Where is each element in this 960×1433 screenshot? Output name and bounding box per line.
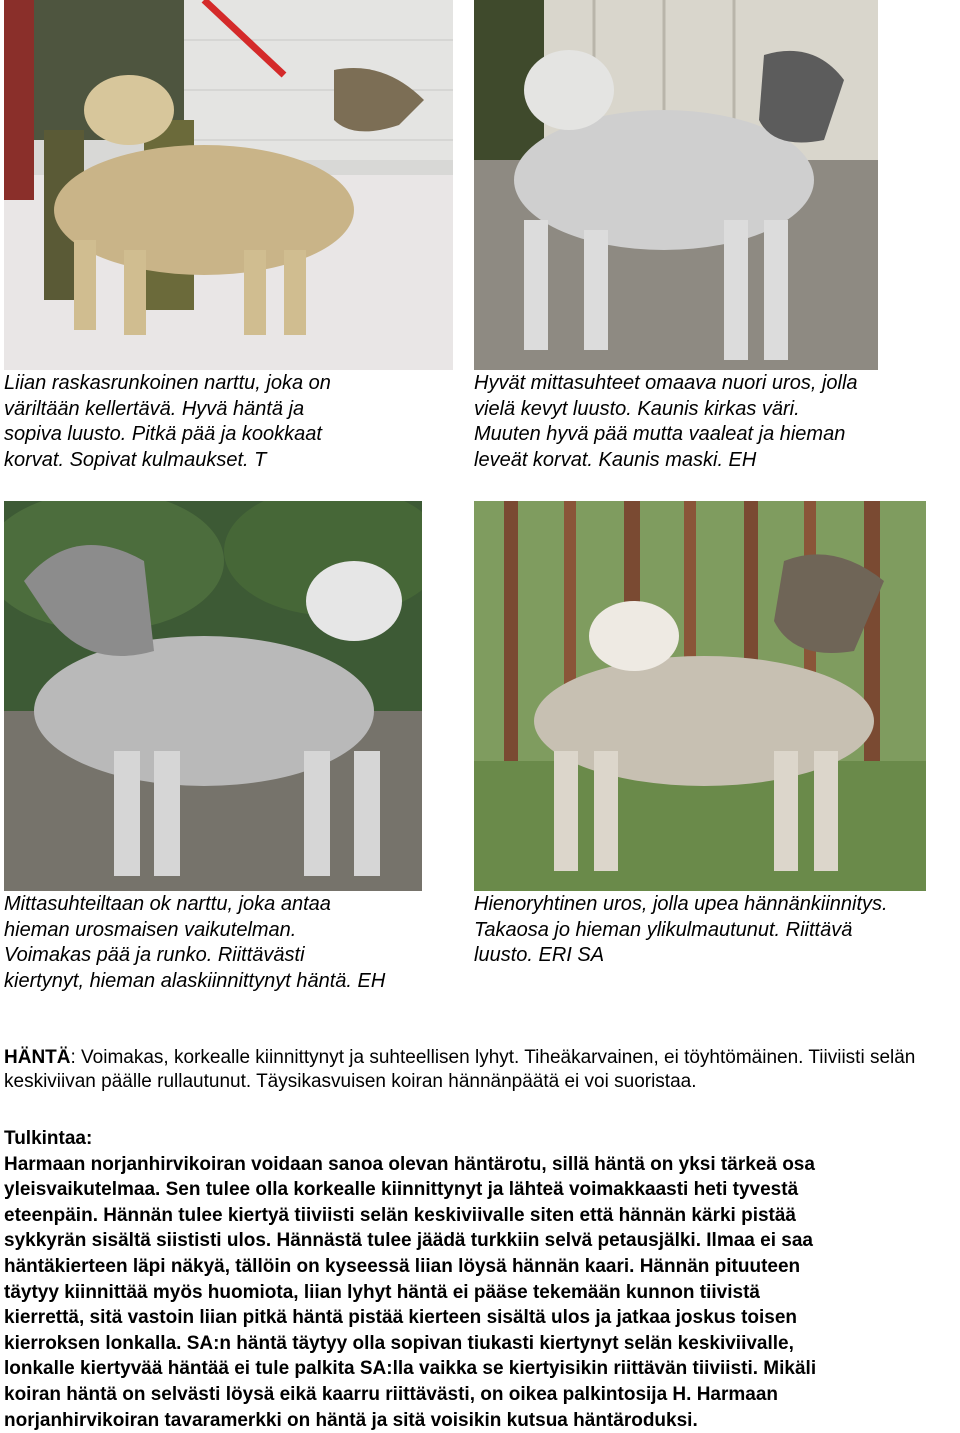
- interpretation-line: häntäkierteen läpi näkyä, tällöin on kyseessä liian löysä hännän kaari. Hännän pituuteen: [4, 1255, 801, 1277]
- interpretation-heading: Tulkintaa:: [4, 1128, 93, 1149]
- caption-dog-1: [4, 371, 444, 473]
- dog-photo-icon: [4, 501, 422, 891]
- interpretation-section: [4, 1126, 959, 1433]
- interpretation-line: kierrettä, sitä vastoin liian pitkä häntä pistää kierteen sisältä ulos ja jatkaa joskus toisen: [4, 1307, 798, 1329]
- interpretation-line: yleisvaikutelmaa. Sen tulee olla korkealle kiinnittynyt ja lähteä voimakkaasti heti tyvestä: [4, 1179, 799, 1201]
- caption-line: Takaosa jo hieman ylikulmautunut. Riittävä: [474, 918, 853, 941]
- caption-line: vielä kevyt luusto. Kaunis kirkas väri.: [474, 397, 800, 420]
- interpretation-line: Harmaan norjanhirvikoiran voidaan sanoa olevan häntärotu, sillä häntä on yksi tärkeä osa: [4, 1153, 815, 1175]
- caption-line: sopiva luusto. Pitkä pää ja kookkaat: [4, 423, 322, 445]
- caption-line: Hienoryhtinen uros, jolla upea hännänkiinnitys.: [474, 893, 888, 915]
- interpretation-line: eteenpäin. Hännän tulee kiertyä tiiviisti selän keskiviivalle siten että hännän kärki pistää: [4, 1204, 796, 1226]
- tail-standard-text: : Voimakas, korkealle kiinnittynyt ja suhteellisen lyhyt. Tiheäkarvainen, ei töyhtömäinen. Tiiviisti selän keskiviivan päälle rullautunut. Täysikasvuisen koiran hännänpäätä ei voi suoristaa.: [4, 1047, 916, 1092]
- caption-line: Mittasuhteiltaan ok narttu, joka antaa: [4, 893, 331, 915]
- caption-dog-3: [4, 892, 454, 994]
- interpretation-line: koiran häntä on selvästi löysä eikä kaarru riittävästi, on oikea palkintosija H. Harmaan: [4, 1383, 779, 1405]
- caption-line: kiertynyt, hieman alaskiinnittynyt häntä. EH: [4, 969, 386, 992]
- caption-line: väriltään kellertävä. Hyvä häntä ja: [4, 397, 305, 420]
- interpretation-line: norjanhirvikoiran tavaramerkki on häntä ja sitä voisikin kutsua häntäroduksi.: [4, 1409, 698, 1431]
- caption-line: luusto. ERI SA: [474, 944, 605, 966]
- caption-line: leveät korvat. Kaunis maski. EH: [474, 448, 757, 471]
- interpretation-line: täytyy kiinnittää myös huomiota, liian lyhyt häntä ei pääse tekemään kunnon tiivistä: [4, 1281, 760, 1303]
- interpretation-line: sykkyrän sisältä siististi ulos. Hännästä tulee jäädä turkkiin selvä petausjälki. Ilmaa ei saa: [4, 1230, 813, 1252]
- dog-photo-icon: [474, 501, 926, 891]
- caption-line: Liian raskasrunkoinen narttu, joka on: [4, 372, 331, 394]
- interpretation-line: kierroksen lonkalla. SA:n häntä täytyy olla sopivan tiukasti kiertynyt selän keskiviivalle,: [4, 1332, 794, 1354]
- dog-photo-icon: [4, 0, 453, 370]
- caption-line: Hyvät mittasuhteet omaava nuori uros, jolla: [474, 372, 858, 394]
- tail-standard-paragraph: [4, 1046, 954, 1094]
- caption-line: Voimakas pää ja runko. Riittävästi: [4, 944, 305, 966]
- photo-dog-2: [474, 0, 878, 370]
- caption-line: Muuten hyvä pää mutta vaaleat ja hieman: [474, 423, 846, 445]
- photo-dog-4: [474, 501, 926, 891]
- caption-line: korvat. Sopivat kulmaukset. T: [4, 448, 267, 471]
- photo-dog-1: [4, 0, 453, 370]
- interpretation-line: lonkalle kiertyvää häntää ei tule palkita SA:lla vaikka se kiertyisikin riittävän tiiviisti. Mikäli: [4, 1358, 817, 1380]
- tail-standard-label: HÄNTÄ: [4, 1047, 71, 1068]
- dog-photo-icon: [474, 0, 878, 370]
- caption-dog-4: [474, 892, 954, 969]
- photo-dog-3: [4, 501, 422, 891]
- caption-line: hieman urosmaisen vaikutelman.: [4, 918, 297, 941]
- caption-dog-2: [474, 371, 944, 473]
